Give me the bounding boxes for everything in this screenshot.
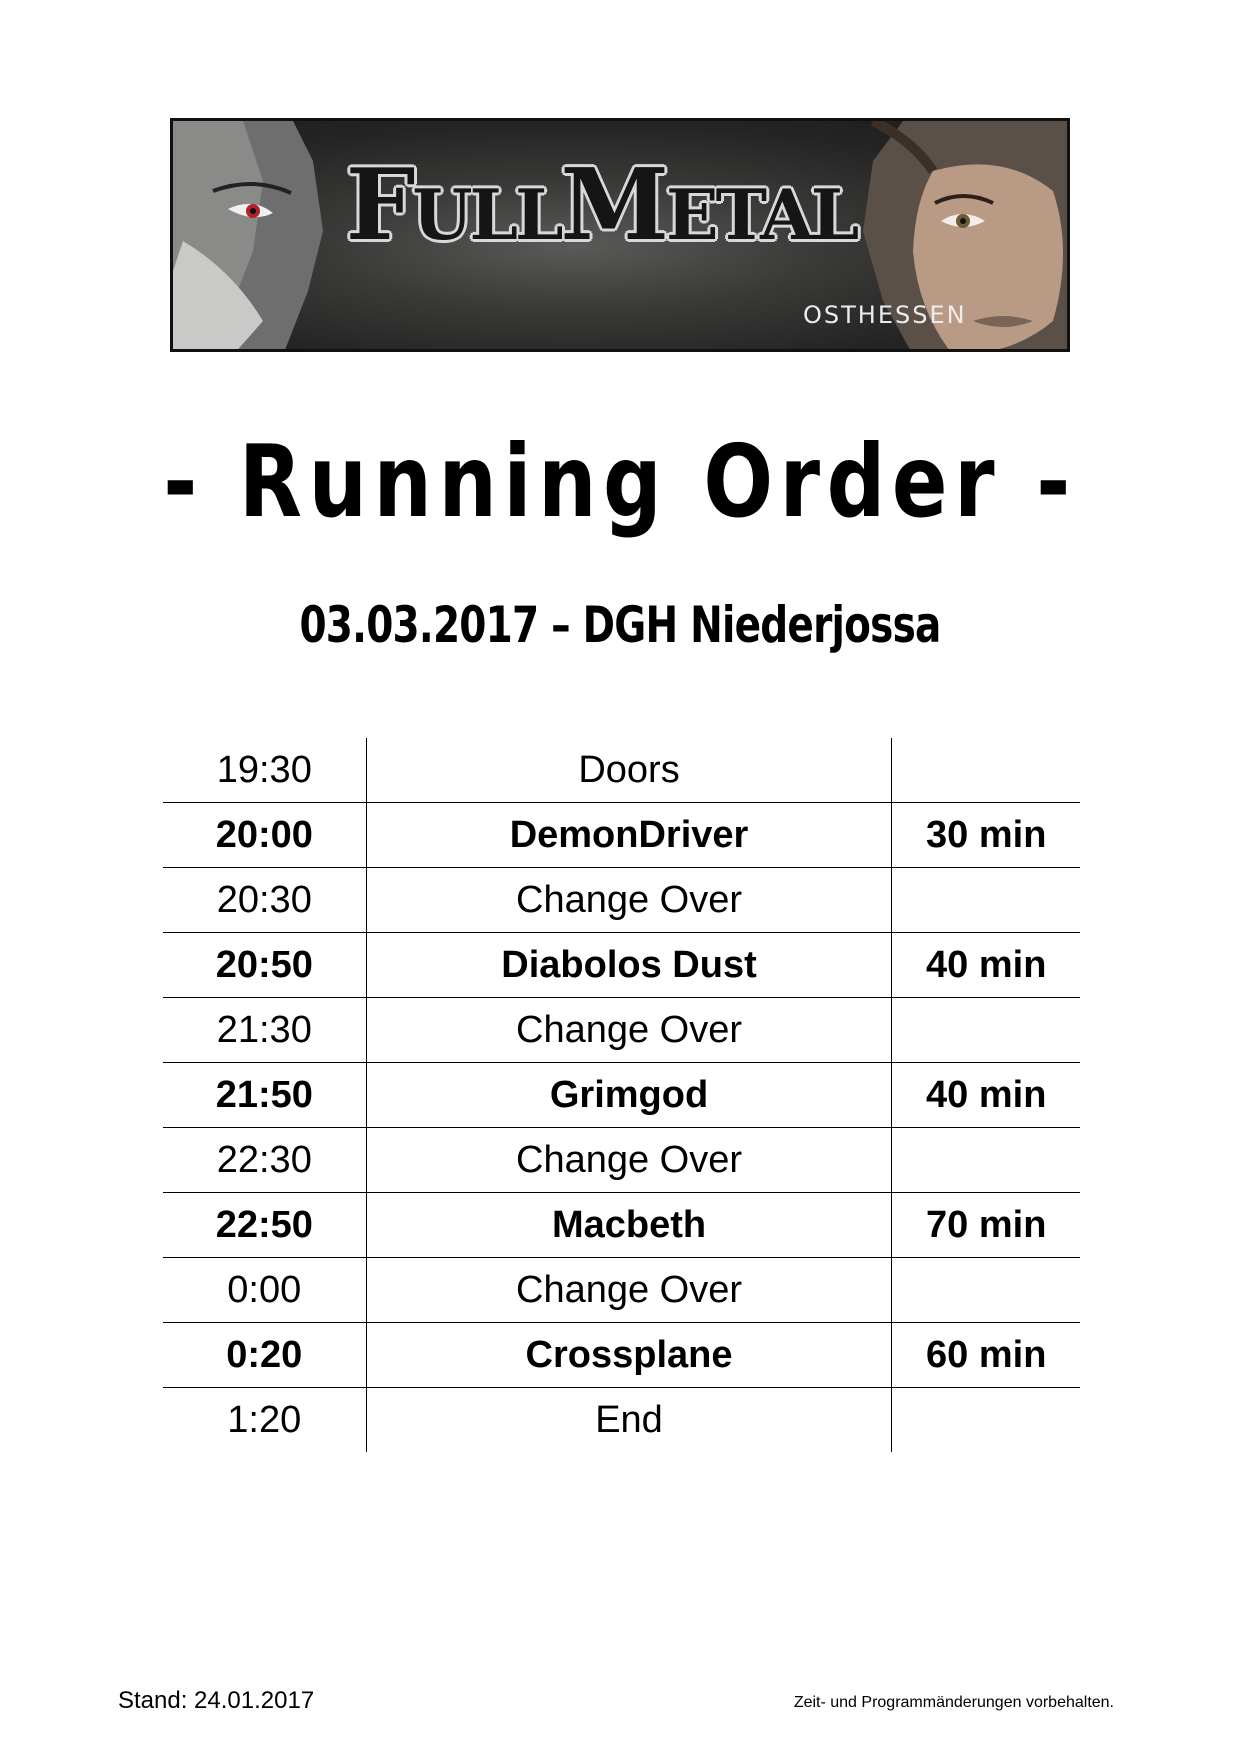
time-cell: 19:30 (163, 738, 366, 803)
logo-subtext: OSTHESSEN (803, 301, 967, 329)
schedule-row (163, 1258, 1080, 1323)
duration-cell: 30 min (892, 803, 1080, 868)
duration-cell: 40 min (892, 1063, 1080, 1128)
schedule-row (163, 868, 1080, 933)
schedule-row (163, 1193, 1080, 1258)
time-cell: 21:30 (163, 998, 366, 1063)
page-title: - Running Order - (163, 423, 1077, 540)
schedule-row (163, 1128, 1080, 1193)
act-cell: Doors (366, 738, 892, 803)
time-cell: 22:30 (163, 1128, 366, 1193)
duration-cell: 70 min (892, 1193, 1080, 1258)
schedule-row (163, 1388, 1080, 1453)
schedule-row (163, 1063, 1080, 1128)
act-cell: End (366, 1388, 892, 1453)
act-cell: Change Over (366, 1128, 892, 1193)
time-cell: 20:30 (163, 868, 366, 933)
act-cell: Diabolos Dust (366, 933, 892, 998)
schedule-row (163, 933, 1080, 998)
act-cell: Grimgod (366, 1063, 892, 1128)
time-cell: 0:00 (163, 1258, 366, 1323)
schedule-row (163, 1323, 1080, 1388)
fullmetal-banner (170, 118, 1070, 352)
duration-cell: 60 min (892, 1323, 1080, 1388)
running-order-table (163, 738, 1080, 1452)
act-cell: DemonDriver (366, 803, 892, 868)
schedule-row (163, 803, 1080, 868)
duration-cell (892, 738, 1080, 803)
act-cell: Change Over (366, 1258, 892, 1323)
schedule-row (163, 738, 1080, 803)
duration-cell (892, 1258, 1080, 1323)
duration-cell (892, 998, 1080, 1063)
time-cell: 21:50 (163, 1063, 366, 1128)
time-cell: 20:00 (163, 803, 366, 868)
time-cell: 22:50 (163, 1193, 366, 1258)
revision-date: Stand: 24.01.2017 (118, 1687, 315, 1714)
duration-cell: 40 min (892, 933, 1080, 998)
schedule-row (163, 998, 1080, 1063)
act-cell: Crossplane (366, 1323, 892, 1388)
time-cell: 1:20 (163, 1388, 366, 1453)
time-cell: 20:50 (163, 933, 366, 998)
duration-cell (892, 1128, 1080, 1193)
change-disclaimer: Zeit- und Programmänderungen vorbehalten. (793, 1694, 1114, 1711)
act-cell: Change Over (366, 998, 892, 1063)
act-cell: Macbeth (366, 1193, 892, 1258)
duration-cell (892, 868, 1080, 933)
duration-cell (892, 1388, 1080, 1453)
time-cell: 0:20 (163, 1323, 366, 1388)
logo-text: FullMetal (345, 148, 857, 263)
act-cell: Change Over (366, 868, 892, 933)
event-date-venue: 03.03.2017 – DGH Niederjossa (299, 596, 941, 654)
